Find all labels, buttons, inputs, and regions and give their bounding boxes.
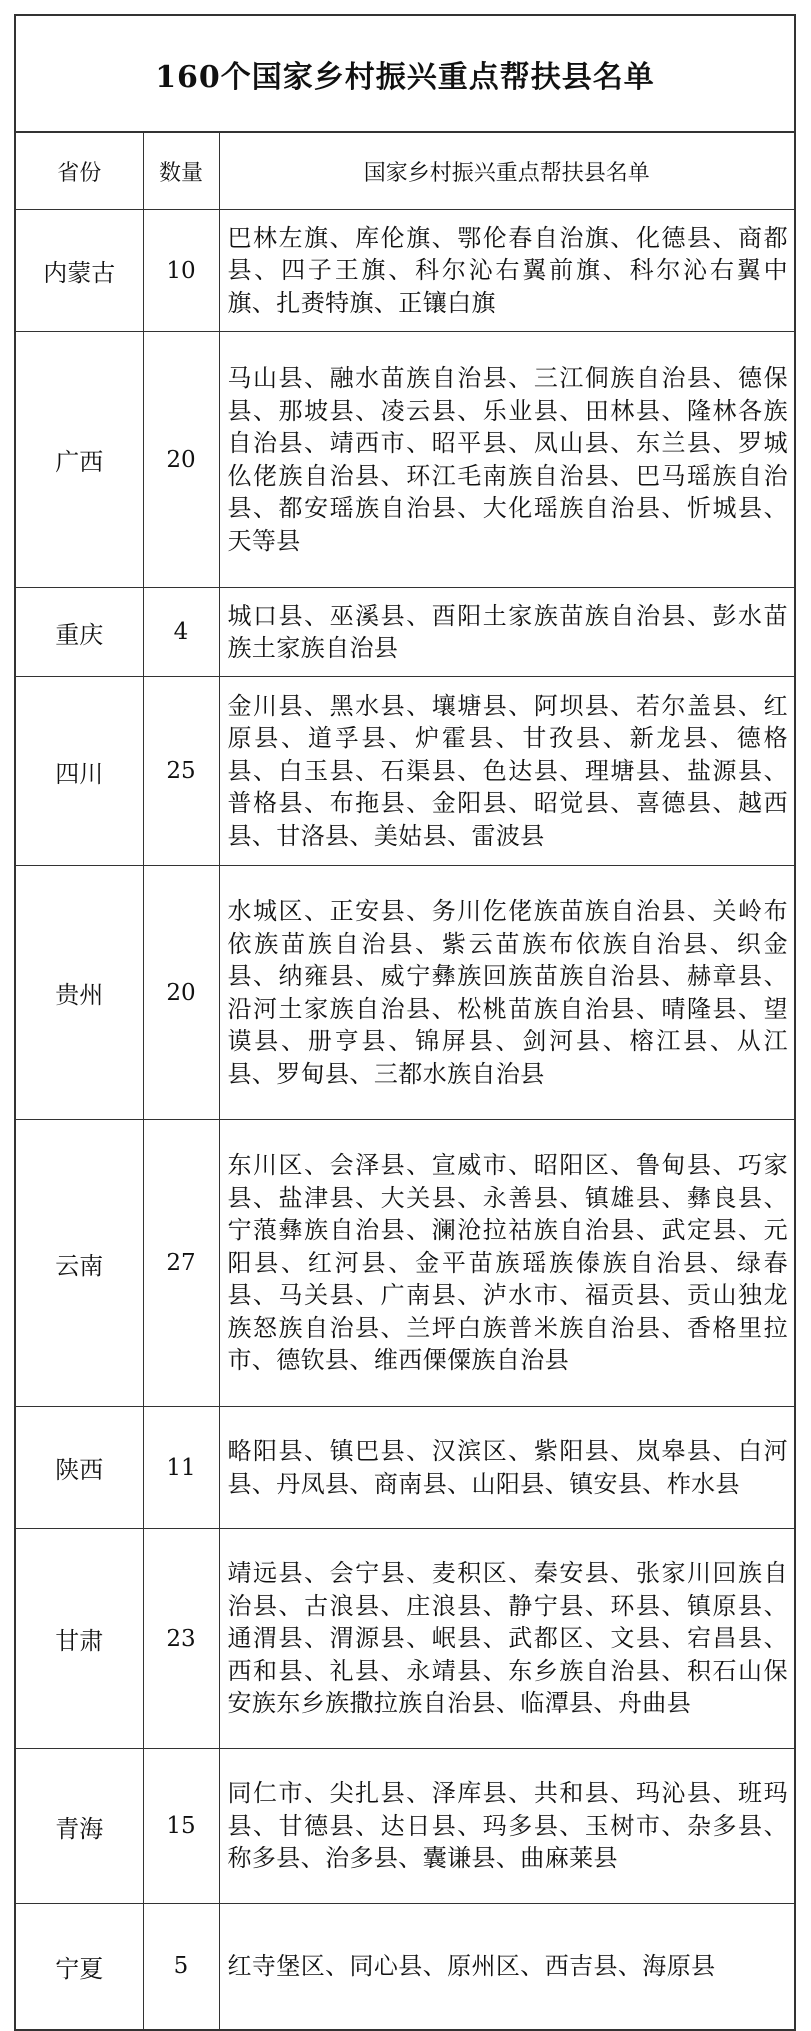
table-row [16, 677, 794, 866]
county-list-cell: 水城区、正安县、务川仡佬族苗族自治县、关岭布依族苗族自治县、紫云苗族布依族自治县、织金县、纳雍县、威宁彝族回族苗族自治县、赫章县、沿河土家族自治县、松桃苗族自治县、晴隆县、望谟县、册亨县、锦屏县、剑河县、榕江县、从江县、罗甸县、三都水族自治县 [219, 866, 794, 1120]
county-list-cell: 略阳县、镇巴县、汉滨区、紫阳县、岚皋县、白河县、丹凤县、商南县、山阳县、镇安县、柞水县 [219, 1407, 794, 1529]
table-row [16, 210, 794, 332]
count-cell: 25 [143, 677, 219, 866]
header-row [16, 133, 794, 210]
table-row [16, 1529, 794, 1749]
county-list-cell: 同仁市、尖扎县、泽库县、共和县、玛沁县、班玛县、甘德县、达日县、玛多县、玉树市、杂多县、称多县、治多县、囊谦县、曲麻莱县 [219, 1749, 794, 1904]
count-cell: 23 [143, 1529, 219, 1749]
data-table [16, 133, 794, 2029]
table-row [16, 332, 794, 588]
province-cell: 陕西 [16, 1407, 143, 1529]
header-list: 国家乡村振兴重点帮扶县名单 [219, 133, 794, 210]
province-cell: 宁夏 [16, 1904, 143, 2029]
count-cell: 20 [143, 332, 219, 588]
table-row [16, 866, 794, 1120]
table-row [16, 1120, 794, 1407]
header-province: 省份 [16, 133, 143, 210]
province-cell: 贵州 [16, 866, 143, 1120]
table-row [16, 1904, 794, 2029]
province-cell: 广西 [16, 332, 143, 588]
province-cell: 青海 [16, 1749, 143, 1904]
table-row [16, 588, 794, 677]
province-cell: 甘肃 [16, 1529, 143, 1749]
county-list-cell: 马山县、融水苗族自治县、三江侗族自治县、德保县、那坡县、凌云县、乐业县、田林县、隆林各族自治县、靖西市、昭平县、凤山县、东兰县、罗城仫佬族自治县、环江毛南族自治县、巴马瑶族自治县、都安瑶族自治县、大化瑶族自治县、忻城县、天等县 [219, 332, 794, 588]
table-row [16, 1749, 794, 1904]
county-list-cell: 金川县、黑水县、壤塘县、阿坝县、若尔盖县、红原县、道孚县、炉霍县、甘孜县、新龙县、德格县、白玉县、石渠县、色达县、理塘县、盐源县、普格县、布拖县、金阳县、昭觉县、喜德县、越西县、甘洛县、美姑县、雷波县 [219, 677, 794, 866]
page-title: 160个国家乡村振兴重点帮扶县名单 [16, 16, 794, 133]
count-cell: 15 [143, 1749, 219, 1904]
county-list-table [14, 14, 796, 2031]
county-list-cell: 靖远县、会宁县、麦积区、秦安县、张家川回族自治县、古浪县、庄浪县、静宁县、环县、镇原县、通渭县、渭源县、岷县、武都区、文县、宕昌县、西和县、礼县、永靖县、东乡族自治县、积石山保安族东乡族撒拉族自治县、临潭县、舟曲县 [219, 1529, 794, 1749]
table-row [16, 1407, 794, 1529]
count-cell: 27 [143, 1120, 219, 1407]
count-cell: 11 [143, 1407, 219, 1529]
county-list-cell: 红寺堡区、同心县、原州区、西吉县、海原县 [219, 1904, 794, 2029]
count-cell: 10 [143, 210, 219, 332]
count-cell: 20 [143, 866, 219, 1120]
province-cell: 内蒙古 [16, 210, 143, 332]
county-list-cell: 城口县、巫溪县、酉阳土家族苗族自治县、彭水苗族土家族自治县 [219, 588, 794, 677]
province-cell: 四川 [16, 677, 143, 866]
count-cell: 4 [143, 588, 219, 677]
province-cell: 云南 [16, 1120, 143, 1407]
province-cell: 重庆 [16, 588, 143, 677]
count-cell: 5 [143, 1904, 219, 2029]
header-count: 数量 [143, 133, 219, 210]
county-list-cell: 东川区、会泽县、宣威市、昭阳区、鲁甸县、巧家县、盐津县、大关县、永善县、镇雄县、彝良县、宁蒗彝族自治县、澜沧拉祜族自治县、武定县、元阳县、红河县、金平苗族瑶族傣族自治县、绿春县、马关县、广南县、泸水市、福贡县、贡山独龙族怒族自治县、兰坪白族普米族自治县、香格里拉市、德钦县、维西傈僳族自治县 [219, 1120, 794, 1407]
county-list-cell: 巴林左旗、库伦旗、鄂伦春自治旗、化德县、商都县、四子王旗、科尔沁右翼前旗、科尔沁右翼中旗、扎赉特旗、正镶白旗 [219, 210, 794, 332]
